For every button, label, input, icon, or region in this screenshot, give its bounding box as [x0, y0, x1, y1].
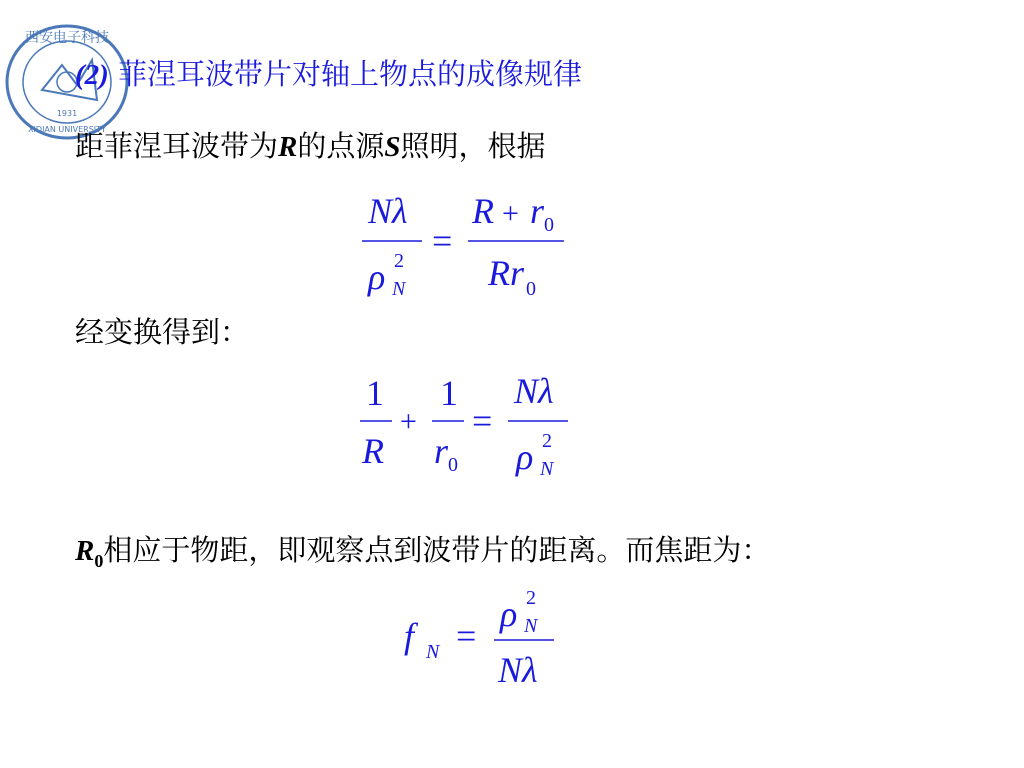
equation-3 [400, 580, 570, 700]
eq2-rhs-den-sub: N [540, 458, 554, 480]
equation-2 [350, 365, 590, 485]
eq3-num-sub: N [524, 615, 538, 637]
eq3-num-sup: 2 [526, 587, 536, 609]
logo-bottom-text: XIDIAN UNIVERSITY [28, 125, 106, 134]
eq3-denominator: Nλ [498, 650, 538, 690]
logo-year: 1931 [56, 109, 78, 118]
distance-var-sub: 0 [94, 550, 104, 571]
eq1-rhs-num-b: r [530, 191, 545, 231]
eq1-rhs-num-sub: 0 [544, 214, 554, 236]
distance-var-r: R [75, 535, 95, 567]
eq1-lhs-den-base: ρ [368, 257, 386, 297]
eq1-lhs-den-sup: 2 [394, 250, 404, 272]
eq1-equals: = [432, 221, 453, 261]
eq3-equals: = [456, 616, 477, 656]
title-text: 菲涅耳波带片对轴上物点的成像规律 [108, 57, 583, 91]
intro-line [75, 124, 546, 165]
intro-mid: 的点源 [297, 129, 385, 163]
eq1-lhs-den-sub: N [392, 278, 406, 300]
logo-top-text: 西安电子科技 [25, 30, 109, 46]
eq1-rhs-num-a: R [472, 191, 494, 231]
eq2-plus: + [400, 405, 417, 438]
eq2-equals: = [472, 401, 493, 441]
eq2-t2-den-sub: 0 [448, 454, 458, 476]
eq2-rhs-numerator: Nλ [514, 371, 554, 411]
equation-1 [350, 185, 580, 305]
distance-text: 相应于物距，即观察点到波带片的距离。而焦距为： [103, 533, 771, 567]
eq3-lhs-sub: N [426, 641, 440, 663]
eq2-rhs-den-base: ρ [516, 437, 534, 477]
transform-line: 经变换得到： [75, 315, 250, 349]
eq3-lhs: f [404, 616, 415, 656]
eq2-t2-numerator: 1 [440, 373, 458, 413]
eq1-rhs-den-sub: 0 [526, 278, 536, 300]
intro-pre: 距菲涅耳波带为 [75, 129, 279, 163]
eq3-num-base: ρ [500, 594, 518, 634]
eq2-t1-numerator: 1 [366, 373, 384, 413]
intro-var-r: R [278, 131, 298, 163]
eq1-rhs-den: Rr [488, 253, 524, 293]
intro-var-s: S [384, 131, 401, 163]
eq2-t2-denominator: r [434, 431, 449, 471]
slide-title [75, 52, 582, 93]
eq2-rhs-den-sup: 2 [542, 430, 552, 452]
eq1-lhs-numerator: Nλ [368, 191, 408, 231]
eq2-t1-denominator: R [362, 431, 384, 471]
distance-line [75, 528, 770, 572]
eq1-rhs-num-op: + [502, 197, 519, 230]
intro-post: 照明，根据 [400, 129, 546, 163]
title-number: (2) [75, 59, 109, 91]
